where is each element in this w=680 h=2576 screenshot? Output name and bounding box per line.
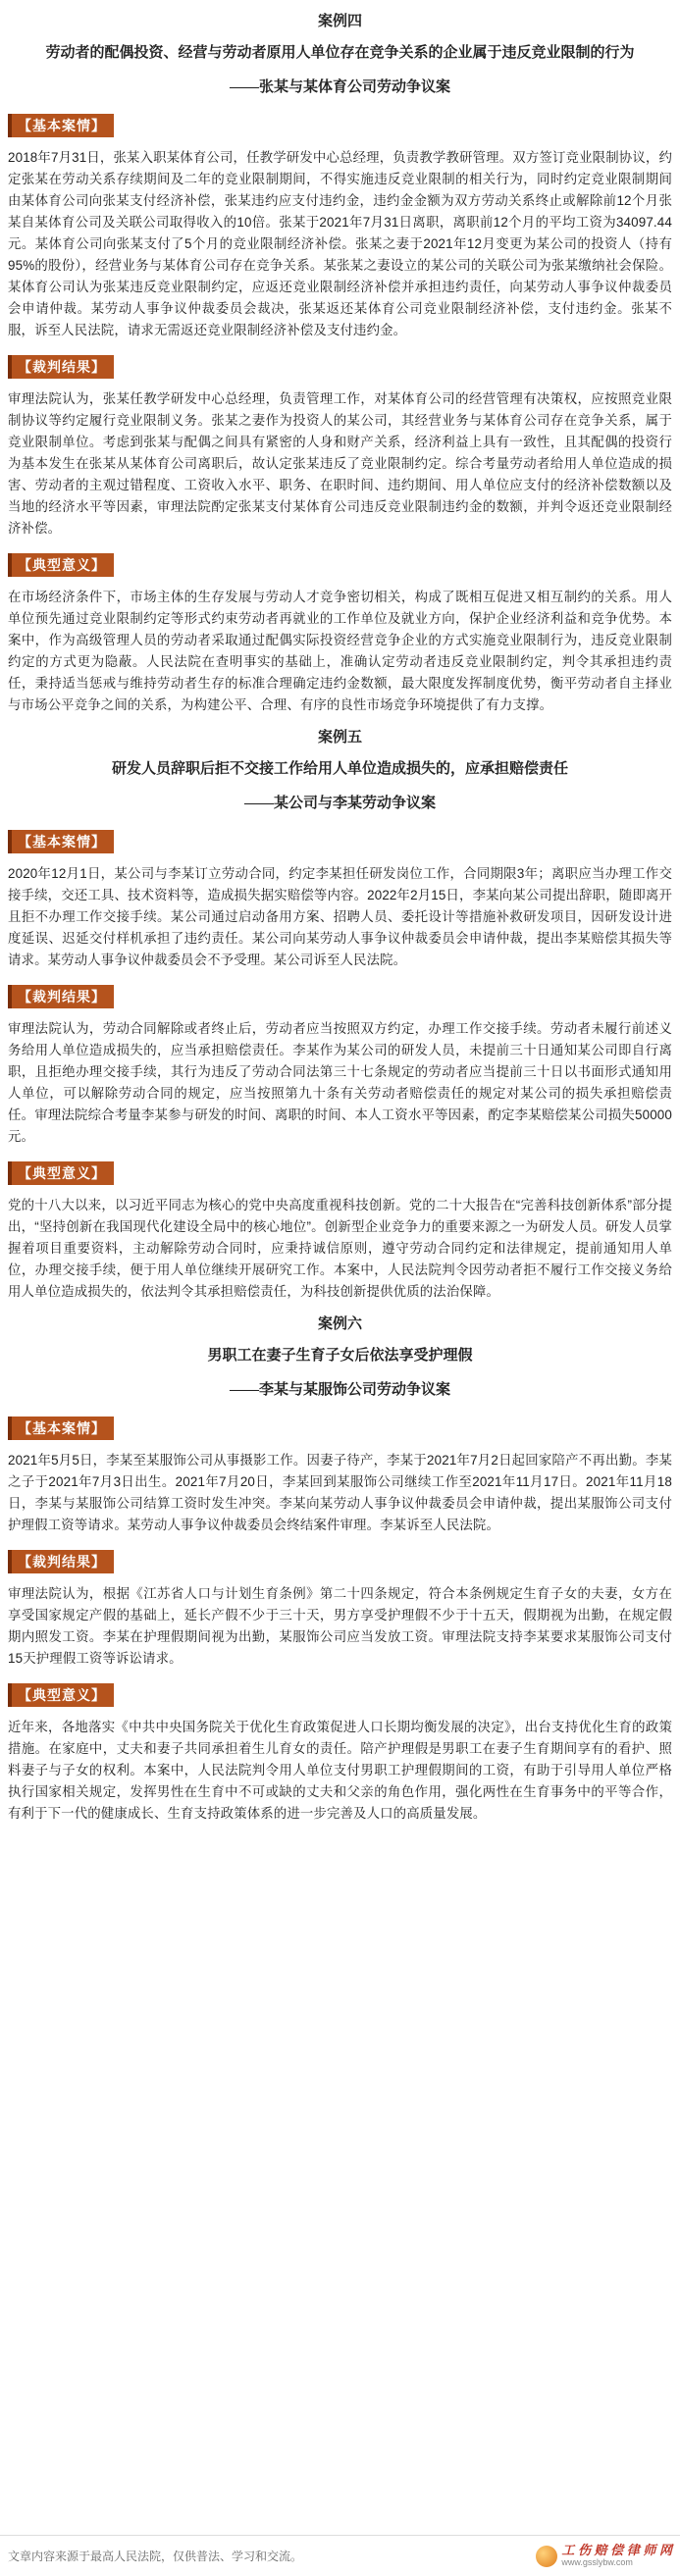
facts-paragraph: 2020年12月1日，某公司与李某订立劳动合同，约定李某担任研发岗位工作，合同期限3年；离职应当办理工作交接手续，交还工具、技术资料等，造成损失据实赔偿等内容。2022年2月15日，李某向某公司提出辞职，随即离开且拒不办理工作交接手续。某公司通过启动备用方案、招聘人员、委托设计等措施补救研发项目，因研发设计进度延误、迟延交付样机承担了违约责任。某公司向某劳动人事争议仲裁委员会申请仲裁，提出李某赔偿其损失等请求。某劳动人事争议仲裁委员会不予受理。某公司诉至人民法院。 (8, 866, 672, 967)
brand-logo-icon (536, 2546, 557, 2567)
meaning-paragraph: 在市场经济条件下，市场主体的生存发展与劳动人才竞争密切相关，构成了既相互促进又相互制约的关系。用人单位预先通过竞业限制约定等形式约束劳动者再就业的工作单位及就业方向，保护企业经济利益和竞争优势。本案中，作为高级管理人员的劳动者采取通过配偶实际投资经营竞争企业的方式实施竞业限制行为，违反竞业限制约定的方式更为隐蔽。人民法院在查明事实的基础上，准确认定劳动者违反竞业限制约定，判令其承担违约责任，秉持适当惩戒与维持劳动者生存的标准合理确定违约金数额，最大限度发挥制度优势，衡平劳动者自主择业与市场公平竞争之间的关系，为构建公平、合理、有序的良性市场竞争环境提供了有力支撑。 (8, 590, 672, 712)
ruling-paragraph: 审理法院认为，劳动合同解除或者终止后，劳动者应当按照双方约定，办理工作交接手续。劳动者未履行前述义务给用人单位造成损失的，应当承担赔偿责任。李某作为某公司的研发人员，未提前三十日通知某公司即自行离职，且拒绝办理交接手续，其行为违反了劳动合同法第三十七条规定的劳动者应当提前三十日以书面形式通知用人单位，可以解除劳动合同的规定，应当按照第九十条有关劳动者赔偿责任的规定对某公司的损失承担赔偿责任。审理法院综合考量李某参与研发的时间、离职的时间、本人工资水平等因素，酌定李某赔偿某公司损失50000元。 (8, 1021, 672, 1144)
case-headline: 男职工在妻子生育子女后依法享受护理假 (207, 1348, 473, 1364)
brand-text (561, 2542, 672, 2568)
brand-name: 工 伤 赔 偿 律 师 网 (561, 2542, 672, 2557)
case-title: 案例五 (317, 730, 362, 746)
site-brand-link[interactable] (536, 2542, 672, 2568)
case-headline: 劳动者的配偶投资、经营与劳动者原用人单位存在竞争关系的企业属于违反竞业限制的行为 (45, 45, 635, 61)
case-subtitle: ——某公司与李某劳动争议案 (243, 796, 436, 811)
case-headline: 研发人员辞职后拒不交接工作给用人单位造成损失的，应承担赔偿责任 (111, 761, 568, 777)
section-tag-ruling: 【裁判结果】 (8, 355, 114, 379)
footer (0, 2535, 680, 2576)
section-tag-meaning: 【典型意义】 (8, 1683, 114, 1707)
ruling-paragraph: 审理法院认为，张某任教学研发中心总经理，负责管理工作，对某体育公司的经营管理有决策权，应按照竞业限制协议等约定履行竞业限制义务。张某之妻作为投资人的某公司，其经营业务与某体育公司存在竞争关系，属于竞业限制单位。考虑到张某与配偶之间具有紧密的人身和财产关系，经济利益上具有一致性，且其配偶的投资行为基本发生在张某从某体育公司离职后，故认定张某违反了竞业限制约定。综合考量劳动者给用人单位造成的损害、劳动者的主观过错程度、工资收入水平、职务、在职时间、违约期间、用人单位应支付的经济补偿数额以及当地的经济水平等因素，审理法院酌定张某支付某体育公司违反竞业限制违约金的数额，并判令返还竞业限制经济补偿。 (8, 391, 672, 536)
section-tag-facts: 【基本案情】 (8, 830, 114, 853)
case-subtitle: ——张某与某体育公司劳动争议案 (229, 79, 450, 95)
case-title: 案例四 (317, 14, 362, 29)
section-tag-meaning: 【典型意义】 (8, 553, 114, 577)
case-title: 案例六 (317, 1316, 362, 1332)
section-tag-ruling: 【裁判结果】 (8, 985, 114, 1008)
section-tag-meaning: 【典型意义】 (8, 1161, 114, 1185)
facts-paragraph: 2018年7月31日，张某入职某体育公司，任教学研发中心总经理，负责教学教研管理。双方签订竞业限制协议，约定张某在劳动关系存续期间及二年的竞业限制期间，不得实施违反竞业限制的相关行为，同时约定竞业限制期间由某体育公司向张某支付经济补偿，张某违约应支付违约金，违约金金额为双方劳动关系终止或解除前12个月张某自某体育公司及关联公司取得收入的10倍。张某于2021年7月31日离职，离职前12个月的平均工资为34097.44元。某体育公司向张某支付了5个月的竞业限制经济补偿。张某之妻于2021年12月变更为某公司的投资人（持有95%的股份），经营业务与某体育公司存在竞争关系。某张某之妻设立的某公司的关联公司为张某缴纳社会保险。某体育公司认为张某违反竞业限制约定，应返还竞业限制经济补偿并承担违约责任，向某劳动人事争议仲裁委员会申请仲裁。某劳动人事争议仲裁委员会裁决，张某返还某体育公司竞业限制经济补偿，支付违约金。张某不服，诉至人民法院，请求无需返还竞业限制经济补偿及支付违约金。 (8, 150, 672, 337)
meaning-paragraph: 近年来，各地落实《中共中央国务院关于优化生育政策促进人口长期均衡发展的决定》，出台支持优化生育的政策措施。在家庭中，丈夫和妻子共同承担着生儿育女的责任。陪产护理假是男职工在妻子生育期间享有的看护、照料妻子与子女的权利。本案中，人民法院判令用人单位支付男职工护理假期间的工资，有助于引导用人单位严格执行国家相关规定，发挥男性在生育中不可或缺的丈夫和父亲的角色作用，强化两性在生育事务中的平等合作，有利于下一代的健康成长、生育支持政策体系的进一步完善及人口的高质量发展。 (8, 1720, 672, 1821)
section-tag-ruling: 【裁判结果】 (8, 1550, 114, 1573)
ruling-paragraph: 审理法院认为，根据《江苏省人口与计划生育条例》第二十四条规定，符合本条例规定生育子女的夫妻，女方在享受国家规定产假的基础上，延长产假不少于三十天，男方享受护理假不少于十五天，假期视为出勤，在规定假期内照发工资。李某在护理假期间视为出勤，某服饰公司应当发放工资。审理法院支持李某要求某服饰公司支付15天护理假工资等诉讼请求。 (8, 1586, 672, 1666)
case-subtitle: ——李某与某服饰公司劳动争议案 (229, 1382, 450, 1398)
meaning-paragraph: 党的十八大以来，以习近平同志为核心的党中央高度重视科技创新。党的二十大报告在“完善科技创新体系”部分提出，“坚持创新在我国现代化建设全局中的核心地位”。创新型企业竞争力的重要来源之一为研发人员。研发人员掌握着项目重要资料，主动解除劳动合同时，应秉持诚信原则，遵守劳动合同约定和法律规定，提前通知用人单位，办理交接手续，便于用人单位继续开展研究工作。本案中，人民法院判令因劳动者拒不履行工作交接义务给用人单位造成损失的，依法判令其承担赔偿责任，为科技创新提供优质的法治保障。 (8, 1198, 672, 1299)
facts-paragraph: 2021年5月5日，李某至某服饰公司从事摄影工作。因妻子待产，李某于2021年7月2日起回家陪产不再出勤。李某之子于2021年7月3日出生。2021年7月20日，李某回到某服饰公司继续工作至2021年11月17日。2021年11月18日，李某与某服饰公司结算工资时发生冲突。李某向某劳动人事争议仲裁委员会申请仲裁，提出某服饰公司支付护理假工资等请求。某劳动人事争议仲裁委员会终结案件审理。李某诉至人民法院。 (8, 1453, 672, 1532)
source-note: 文章内容来源于最高人民法院，仅供普法、学习和交流。 (8, 2550, 303, 2563)
section-tag-facts: 【基本案情】 (8, 1417, 114, 1440)
section-tag-facts: 【基本案情】 (8, 114, 114, 137)
brand-url: www.gsslybw.com (561, 2556, 633, 2567)
